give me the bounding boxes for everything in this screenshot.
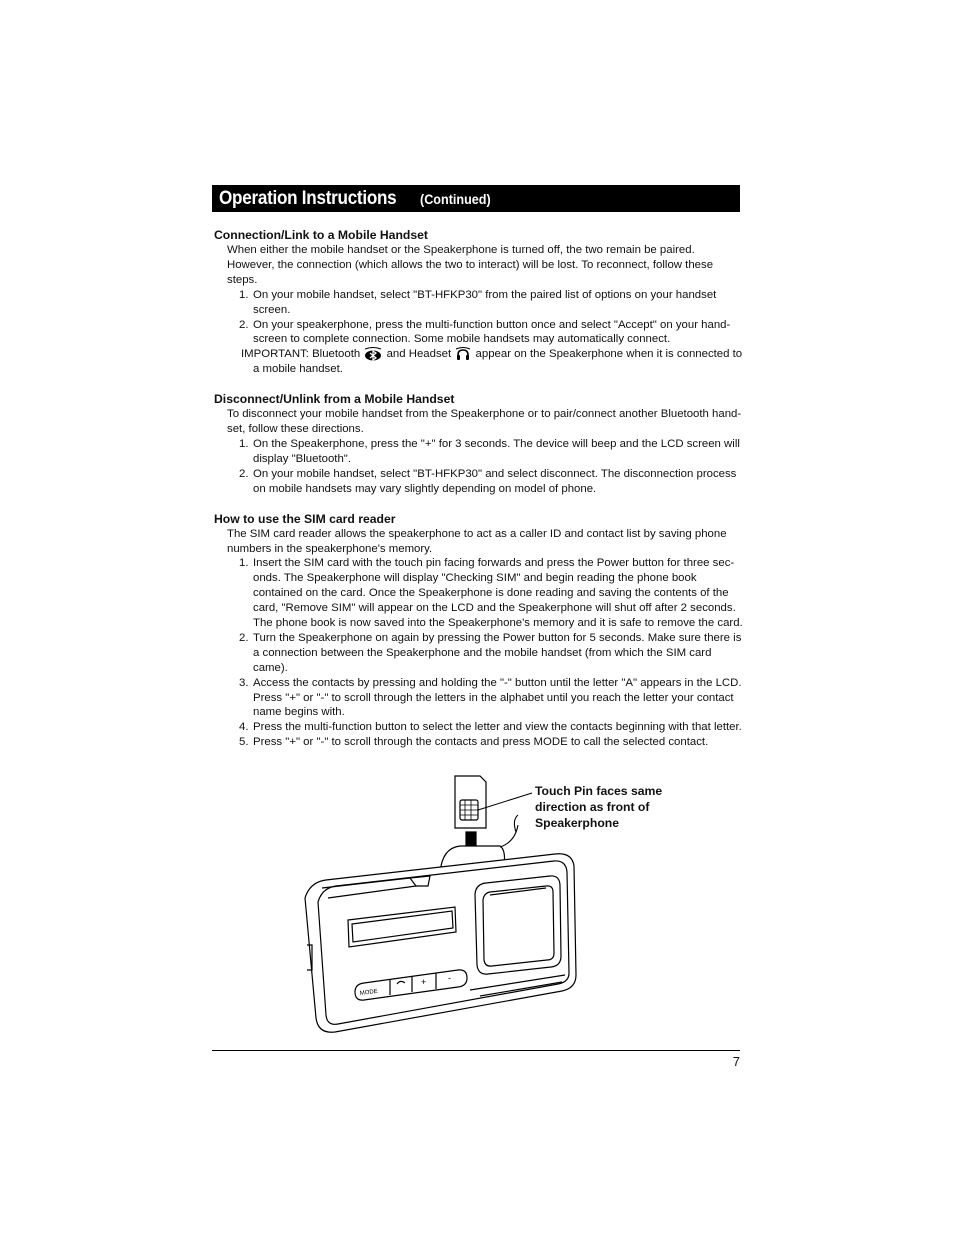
section-intro-sim-reader: The SIM card reader allows the speakerphone to act as a caller ID and contact list by saving phone numbers in the speakerphone's memory. xyxy=(227,527,727,555)
page-number: 7 xyxy=(732,1054,740,1069)
step-text: Access the contacts by pressing and holding the "-" button until the letter "A" appears in the LCD. Press "+" or "-" to scroll through the letters in the alphabet until you reach the letter your contact name begins with. xyxy=(253,676,742,719)
step-number: 1. xyxy=(239,557,249,570)
step-number: 2. xyxy=(239,631,249,644)
section-intro-disconnect: To disconnect your mobile handset from the Speakerphone or to pair/connect another Bluetooth hand-set, follow these directions. xyxy=(227,408,742,436)
step-number: 1. xyxy=(239,288,249,301)
bluetooth-icon xyxy=(364,347,382,361)
list-item xyxy=(214,735,744,750)
important-text-pre: IMPORTANT: Bluetooth xyxy=(241,348,361,361)
step-text: On your speakerphone, press the multi-function button once and select "Accept" on your hand-screen to complete connection. Some mobile handsets may automatically connect. xyxy=(253,318,731,346)
step-number: 2. xyxy=(239,467,249,480)
important-note xyxy=(214,347,744,377)
section-title-connection: Connection/Link to a Mobile Handset xyxy=(214,228,428,242)
step-text: On the Speakerphone, press the "+" for 3 seconds. The device will beep and the LCD screen will display "Bluetooth". xyxy=(253,437,740,465)
list-item xyxy=(214,318,744,348)
step-text: Turn the Speakerphone on again by pressing the Power button for 5 seconds. Make sure there is a connection between the Speakerphone and the mobile handset (from which the SIM card came). xyxy=(253,631,742,674)
list-item xyxy=(214,676,744,721)
important-text-post: appear on the Speakerphone when it is connected to a mobile handset. xyxy=(253,348,743,376)
figure-callout: Touch Pin faces same direction as front of Speakerphone xyxy=(535,784,663,830)
important-text-mid: and Headset xyxy=(386,348,452,361)
step-number: 2. xyxy=(239,318,249,331)
step-text: Press the multi-function button to select the letter and view the contacts beginning with that letter. xyxy=(253,721,742,734)
step-text: Press "+" or "-" to scroll through the contacts and press MODE to call the selected contact. xyxy=(253,736,709,749)
page-subtitle: (Continued) xyxy=(420,190,491,207)
step-number: 1. xyxy=(239,437,249,450)
list-item xyxy=(214,288,744,318)
minus-button-label: - xyxy=(448,973,451,983)
section-intro-connection: When either the mobile handset or the Speakerphone is turned off, the two remain be paired. However, the connection (which allows the two to interact) will be lost. To reconnect, follow these steps. xyxy=(227,244,714,286)
plus-button-label: + xyxy=(421,977,427,987)
list-item xyxy=(214,437,744,467)
list-item xyxy=(214,467,744,497)
instructions-content xyxy=(214,228,744,750)
step-text: On your mobile handset, select "BT-HFKP30" from the paired list of options on your handset screen. xyxy=(253,288,717,316)
disconnect-steps xyxy=(214,437,744,497)
mode-button-label: MODE xyxy=(359,988,379,997)
headset-icon xyxy=(455,347,471,361)
step-number: 3. xyxy=(239,676,249,689)
sim-reader-steps xyxy=(214,556,744,750)
step-number: 5. xyxy=(239,736,249,749)
connection-steps xyxy=(214,288,744,348)
section-header-bar xyxy=(212,185,740,212)
section-title-disconnect: Disconnect/Unlink from a Mobile Handset xyxy=(214,392,455,407)
section-title-sim-reader: How to use the SIM card reader xyxy=(214,511,396,526)
list-item xyxy=(214,720,744,735)
page-title: Operation Instructions xyxy=(219,187,397,209)
step-number: 4. xyxy=(239,721,249,734)
list-item xyxy=(214,631,744,676)
step-text: On your mobile handset, select "BT-HFKP30" and select disconnect. The disconnection process on mobile handsets may vary slightly depending on model of phone. xyxy=(253,467,737,495)
list-item xyxy=(214,556,744,631)
footer-divider xyxy=(212,1050,740,1051)
step-text: Insert the SIM card with the touch pin facing forwards and press the Power button for three sec-onds. The Speakerphone will display "Checking SIM" and begin reading the phone book contained on the card. Once the Speakerphone is done reading and saving the contents of the card, "Remove SIM" will appear on the LCD and the Speakerphone will shut off after 2 seconds. The phone book is now saved into the Speakerphone's memory and it is safe to remove the card. xyxy=(253,557,743,630)
